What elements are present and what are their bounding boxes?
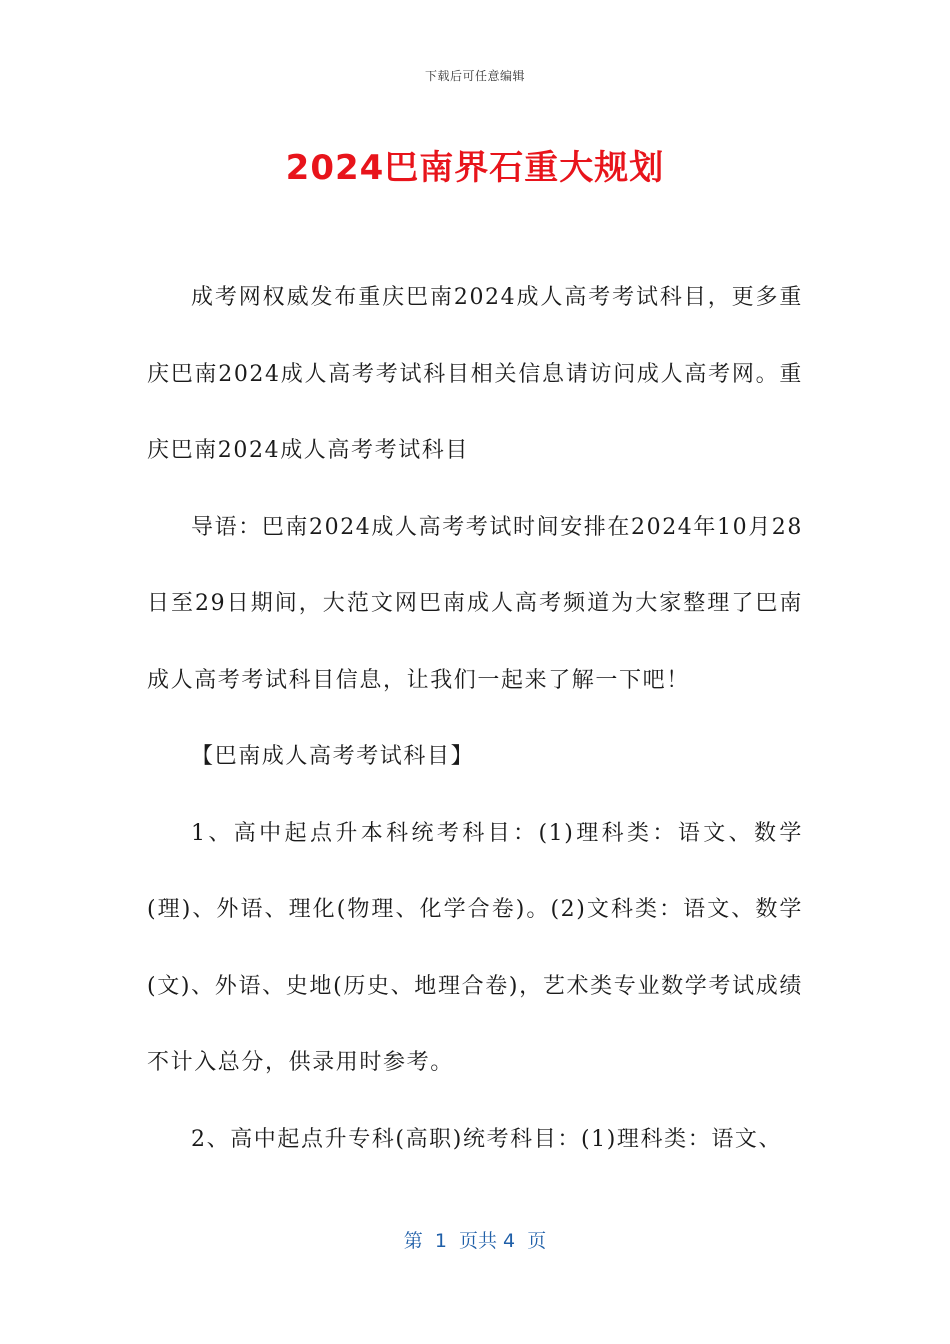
paragraph-item-2: 2、高中起点升专科(高职)统考科目：(1)理科类：语文、	[191, 1126, 783, 1152]
document-title: 2024巴南界石重大规划	[285, 148, 665, 188]
paragraph-item-1: 1、高中起点升本科统考科目：(1)理科类：语文、数学(理)、外语、理化(物理、化学合卷)。(2)文科类：语文、数学(文)、外语、史地(历史、地理合卷)，艺术类专业数学考试成绩不计入总分，供录用时参考。	[147, 820, 803, 1075]
document-body	[147, 260, 803, 1178]
paragraph-intro: 成考网权威发布重庆巴南2024成人高考考试科目，更多重庆巴南2024成人高考考试科目相关信息请访问成人高考网。重庆巴南2024成人高考考试科目	[147, 285, 803, 463]
paragraph-lead: 导语：巴南2024成人高考考试时间安排在2024年10月28日至29日期间，大范文网巴南成人高考频道为大家整理了巴南成人高考考试科目信息，让我们一起来了解一下吧！	[147, 514, 803, 693]
page-header-note: 下载后可任意编辑	[424, 69, 525, 83]
page-number-footer: 第 1 页共 4 页	[403, 1230, 547, 1252]
paragraph-section-heading: 【巴南成人高考考试科目】	[191, 744, 475, 769]
